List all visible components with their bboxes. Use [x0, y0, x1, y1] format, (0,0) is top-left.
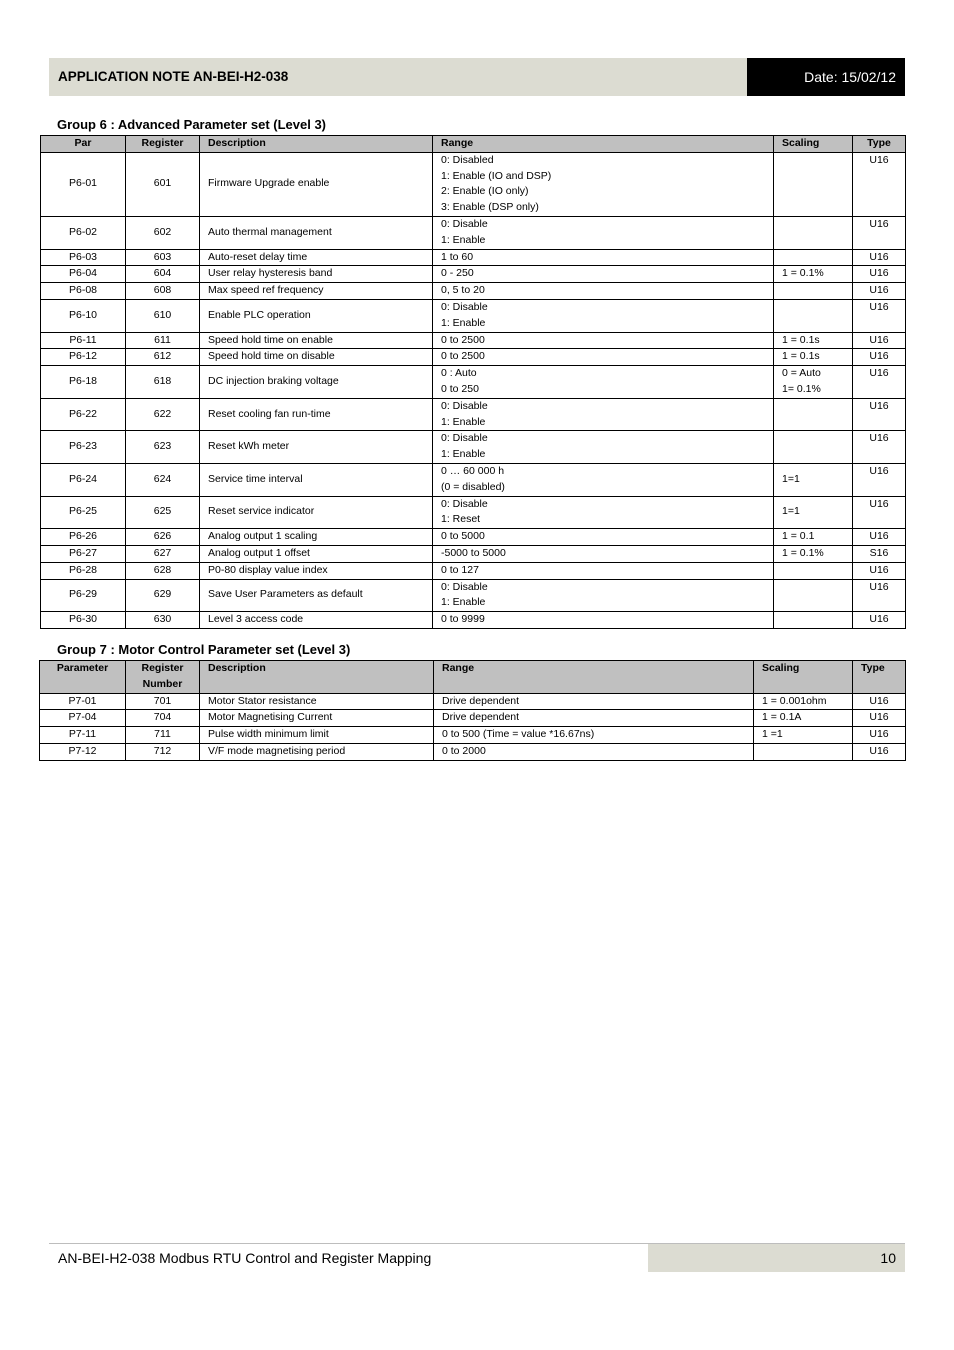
cell-scaling	[774, 152, 853, 216]
cell-scaling: 1 = 0.1%	[774, 545, 853, 562]
cell-range: Drive dependent	[434, 693, 754, 710]
cell-range: 0: Disable 1: Enable	[433, 299, 774, 332]
cell-par: P6-22	[41, 398, 126, 431]
table-row	[41, 562, 906, 579]
cell-scaling	[774, 562, 853, 579]
cell-scaling: 1 =1	[754, 727, 853, 744]
cell-range: 0: Disable 1: Enable	[433, 398, 774, 431]
cell-type: U16	[853, 562, 906, 579]
column-header-parameter: Parameter	[40, 661, 126, 694]
cell-range: 0: Disabled 1: Enable (IO and DSP) 2: Enable (IO only) 3: Enable (DSP only)	[433, 152, 774, 216]
cell-scaling: 1=1	[774, 463, 853, 496]
table-row	[41, 299, 906, 332]
cell-scaling	[774, 283, 853, 300]
cell-range: 0 … 60 000 h (0 = disabled)	[433, 463, 774, 496]
cell-type: U16	[853, 529, 906, 546]
table-row	[41, 332, 906, 349]
cell-type: U16	[853, 431, 906, 464]
cell-par: P7-11	[40, 727, 126, 744]
cell-register: 627	[126, 545, 200, 562]
cell-type: U16	[853, 496, 906, 529]
cell-range: Drive dependent	[434, 710, 754, 727]
table-row	[41, 612, 906, 629]
table-row	[41, 496, 906, 529]
cell-range: 0: Disable 1: Reset	[433, 496, 774, 529]
cell-type: U16	[853, 693, 906, 710]
table-row	[41, 283, 906, 300]
table-row	[41, 579, 906, 612]
cell-scaling: 1 = 0.1s	[774, 349, 853, 366]
cell-register: 610	[126, 299, 200, 332]
cell-par: P6-08	[41, 283, 126, 300]
table-header-row	[40, 661, 906, 694]
column-header-type: Type	[853, 661, 906, 694]
column-header-range: Range	[434, 661, 754, 694]
cell-description: DC injection braking voltage	[200, 366, 433, 399]
cell-range: 0 to 500 (Time = value *16.67ns)	[434, 727, 754, 744]
cell-register: 622	[126, 398, 200, 431]
cell-range: 0 to 5000	[433, 529, 774, 546]
table-row	[41, 249, 906, 266]
column-header-register: Register	[126, 136, 200, 153]
cell-scaling: 0 = Auto 1= 0.1%	[774, 366, 853, 399]
cell-type: U16	[853, 249, 906, 266]
cell-description: Reset service indicator	[200, 496, 433, 529]
cell-register: 704	[126, 710, 200, 727]
cell-description: Speed hold time on enable	[200, 332, 433, 349]
cell-description: Analog output 1 offset	[200, 545, 433, 562]
page-number: 10	[648, 1244, 905, 1272]
cell-scaling: 1 = 0.1	[774, 529, 853, 546]
cell-range: 1 to 60	[433, 249, 774, 266]
cell-description: Motor Magnetising Current	[200, 710, 434, 727]
cell-par: P6-24	[41, 463, 126, 496]
column-header-scaling: Scaling	[774, 136, 853, 153]
table-row	[41, 266, 906, 283]
table-row	[40, 743, 906, 760]
cell-par: P6-04	[41, 266, 126, 283]
cell-description: Motor Stator resistance	[200, 693, 434, 710]
cell-type: U16	[853, 332, 906, 349]
table-row	[40, 710, 906, 727]
column-header-scaling: Scaling	[754, 661, 853, 694]
footer-document-title: AN-BEI-H2-038 Modbus RTU Control and Register Mapping	[58, 1250, 432, 1266]
table-row	[41, 366, 906, 399]
cell-range: 0: Disable 1: Enable	[433, 216, 774, 249]
cell-scaling	[774, 579, 853, 612]
table-row	[40, 727, 906, 744]
cell-description: Service time interval	[200, 463, 433, 496]
cell-par: P6-03	[41, 249, 126, 266]
cell-register: 628	[126, 562, 200, 579]
column-header-range: Range	[433, 136, 774, 153]
cell-range: 0 to 127	[433, 562, 774, 579]
cell-register: 712	[126, 743, 200, 760]
cell-register: 618	[126, 366, 200, 399]
column-header-description: Description	[200, 661, 434, 694]
cell-par: P6-10	[41, 299, 126, 332]
cell-register: 624	[126, 463, 200, 496]
page-header	[49, 58, 905, 96]
group6-title: Group 6 : Advanced Parameter set (Level 3)	[57, 117, 327, 132]
group7-table	[39, 660, 906, 761]
header-title: APPLICATION NOTE AN-BEI-H2-038	[49, 58, 747, 96]
cell-description: Max speed ref frequency	[200, 283, 433, 300]
cell-scaling	[774, 299, 853, 332]
cell-range: 0: Disable 1: Enable	[433, 579, 774, 612]
table-row	[41, 152, 906, 216]
cell-scaling: 1 = 0.1A	[754, 710, 853, 727]
table-row	[41, 545, 906, 562]
cell-register: 625	[126, 496, 200, 529]
cell-register: 701	[126, 693, 200, 710]
cell-description: Firmware Upgrade enable	[200, 152, 433, 216]
table-row	[41, 529, 906, 546]
column-header-description: Description	[200, 136, 433, 153]
cell-par: P6-18	[41, 366, 126, 399]
cell-par: P6-12	[41, 349, 126, 366]
table-row	[41, 349, 906, 366]
cell-scaling	[774, 398, 853, 431]
cell-type: U16	[853, 727, 906, 744]
cell-range: 0 to 9999	[433, 612, 774, 629]
cell-description: User relay hysteresis band	[200, 266, 433, 283]
cell-description: Reset cooling fan run-time	[200, 398, 433, 431]
cell-par: P7-01	[40, 693, 126, 710]
cell-par: P6-29	[41, 579, 126, 612]
cell-type: U16	[853, 710, 906, 727]
cell-type: U16	[853, 349, 906, 366]
header-date: Date: 15/02/12	[747, 58, 905, 96]
cell-register: 601	[126, 152, 200, 216]
cell-range: 0: Disable 1: Enable	[433, 431, 774, 464]
cell-register: 630	[126, 612, 200, 629]
cell-type: S16	[853, 545, 906, 562]
cell-par: P6-26	[41, 529, 126, 546]
cell-description: V/F mode magnetising period	[200, 743, 434, 760]
cell-par: P6-30	[41, 612, 126, 629]
table-row	[40, 693, 906, 710]
table-header-row	[41, 136, 906, 153]
cell-register: 611	[126, 332, 200, 349]
cell-register: 626	[126, 529, 200, 546]
cell-par: P6-27	[41, 545, 126, 562]
cell-scaling	[774, 612, 853, 629]
cell-par: P7-04	[40, 710, 126, 727]
table-row	[41, 216, 906, 249]
cell-register: 623	[126, 431, 200, 464]
cell-type: U16	[853, 152, 906, 216]
cell-register: 604	[126, 266, 200, 283]
cell-register: 711	[126, 727, 200, 744]
column-header-register-number: Register Number	[126, 661, 200, 694]
cell-type: U16	[853, 463, 906, 496]
cell-range: 0 to 2500	[433, 332, 774, 349]
cell-scaling: 1 = 0.1%	[774, 266, 853, 283]
cell-register: 629	[126, 579, 200, 612]
cell-par: P7-12	[40, 743, 126, 760]
group7-title: Group 7 : Motor Control Parameter set (Level 3)	[57, 642, 351, 657]
page-footer	[49, 1243, 905, 1272]
cell-type: U16	[853, 216, 906, 249]
cell-par: P6-25	[41, 496, 126, 529]
cell-register: 603	[126, 249, 200, 266]
cell-scaling	[754, 743, 853, 760]
cell-description: Pulse width minimum limit	[200, 727, 434, 744]
cell-type: U16	[853, 366, 906, 399]
column-header-par: Par	[41, 136, 126, 153]
cell-par: P6-02	[41, 216, 126, 249]
cell-scaling: 1 = 0.001ohm	[754, 693, 853, 710]
table-row	[41, 463, 906, 496]
table-row	[41, 431, 906, 464]
cell-type: U16	[853, 299, 906, 332]
cell-range: -5000 to 5000	[433, 545, 774, 562]
cell-description: Auto thermal management	[200, 216, 433, 249]
cell-type: U16	[853, 579, 906, 612]
cell-description: Speed hold time on disable	[200, 349, 433, 366]
cell-scaling: 1 = 0.1s	[774, 332, 853, 349]
cell-description: Reset kWh meter	[200, 431, 433, 464]
cell-range: 0 - 250	[433, 266, 774, 283]
cell-register: 608	[126, 283, 200, 300]
cell-type: U16	[853, 398, 906, 431]
cell-register: 602	[126, 216, 200, 249]
group6-table	[40, 135, 906, 629]
cell-scaling	[774, 249, 853, 266]
cell-description: Save User Parameters as default	[200, 579, 433, 612]
cell-description: Auto-reset delay time	[200, 249, 433, 266]
table-row	[41, 398, 906, 431]
cell-description: Enable PLC operation	[200, 299, 433, 332]
cell-scaling	[774, 216, 853, 249]
cell-par: P6-01	[41, 152, 126, 216]
cell-description: P0-80 display value index	[200, 562, 433, 579]
cell-par: P6-11	[41, 332, 126, 349]
cell-type: U16	[853, 743, 906, 760]
cell-scaling: 1=1	[774, 496, 853, 529]
cell-type: U16	[853, 283, 906, 300]
cell-type: U16	[853, 612, 906, 629]
cell-description: Analog output 1 scaling	[200, 529, 433, 546]
cell-range: 0, 5 to 20	[433, 283, 774, 300]
cell-par: P6-23	[41, 431, 126, 464]
cell-description: Level 3 access code	[200, 612, 433, 629]
cell-par: P6-28	[41, 562, 126, 579]
cell-range: 0 : Auto 0 to 250	[433, 366, 774, 399]
cell-scaling	[774, 431, 853, 464]
cell-type: U16	[853, 266, 906, 283]
cell-register: 612	[126, 349, 200, 366]
column-header-type: Type	[853, 136, 906, 153]
cell-range: 0 to 2000	[434, 743, 754, 760]
cell-range: 0 to 2500	[433, 349, 774, 366]
